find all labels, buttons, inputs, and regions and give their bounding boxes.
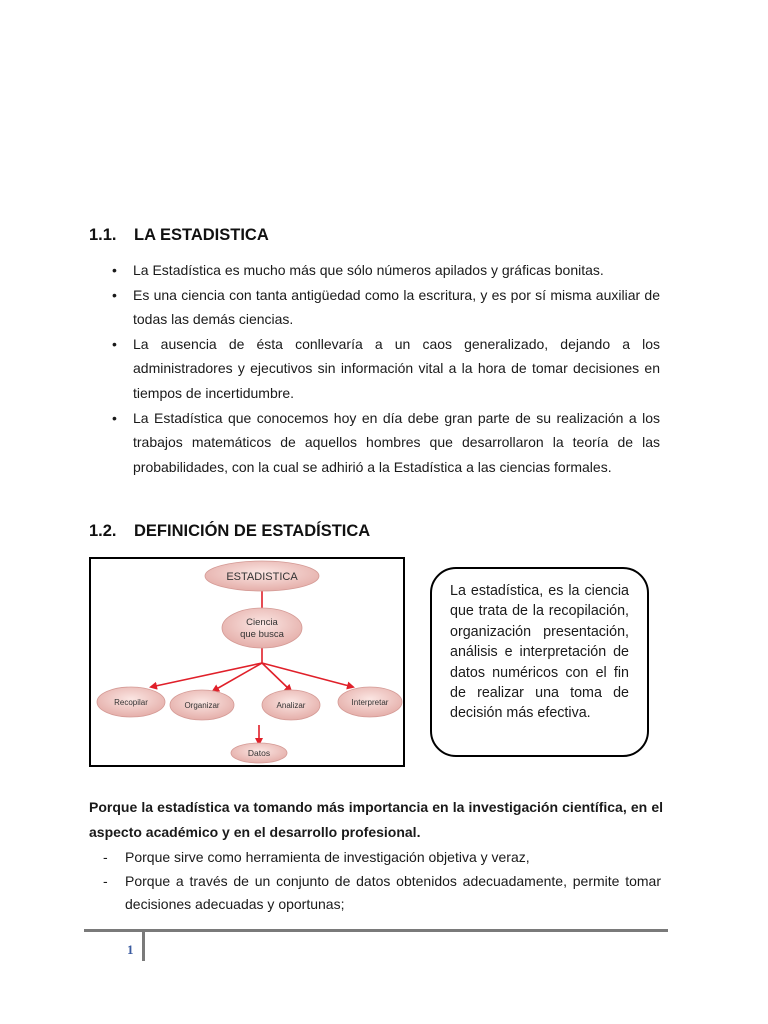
footer-vertical-rule [142, 932, 145, 961]
diagram-svg [91, 559, 403, 765]
bullet-item: • La Estadística es mucho más que sólo números apilados y gráficas bonitas. [112, 258, 660, 283]
page-number: 1 [127, 942, 134, 957]
arrow-organizar [213, 663, 262, 691]
bullet-item: • La ausencia de ésta conllevaría a un caos generalizado, dejando a los administradores y ejecutivos sin información vital a la hora de tomar decisiones en tiempos de incertidumbre. [112, 332, 660, 406]
node-ciencia [222, 608, 302, 648]
section-2-heading [89, 522, 370, 541]
importance-item: - Porque sirve como herramienta de investigación objetiva y veraz, [103, 846, 661, 870]
section-2-number: 1.2. [89, 522, 117, 540]
bullet-item: • Es una ciencia con tanta antigüedad como la escritura, y es por sí misma auxiliar de todas las demás ciencias. [112, 283, 660, 332]
definition-callout: La estadística, es la ciencia que trata de la recopilación, organización presentación, análisis e interpretación de datos numéricos con el fin de realizar una toma de decisión más efectiva. [430, 567, 649, 757]
statistics-concept-diagram [89, 557, 405, 767]
section-1-number: 1.1. [89, 226, 117, 244]
section-1-bullet-list [112, 258, 660, 479]
arrow-recopilar [151, 663, 262, 687]
arrow-interpretar [262, 663, 353, 687]
section-1-heading [89, 226, 269, 245]
node-interpretar-label: Interpretar [351, 698, 389, 707]
section-1-title: LA ESTADISTICA [134, 226, 269, 244]
importance-item: - Porque a través de un conjunto de datos obtenidos adecuadamente, permite tomar decisiones adecuadas y oportunas; [103, 870, 661, 917]
node-ciencia-label-2: que busca [240, 629, 284, 640]
importance-list [103, 846, 661, 917]
node-ciencia-label-1: Ciencia [246, 617, 278, 628]
importance-heading: Porque la estadística va tomando más importancia en la investigación científica, en el aspecto académico y en el desarrollo profesional. [89, 799, 663, 841]
node-estadistica-label: ESTADISTICA [226, 571, 298, 583]
node-analizar-label: Analizar [276, 701, 306, 710]
section-2-title: DEFINICIÓN DE ESTADÍSTICA [134, 522, 371, 540]
node-organizar-label: Organizar [184, 701, 220, 710]
node-recopilar-label: Recopilar [114, 698, 148, 707]
node-datos-label: Datos [247, 748, 271, 758]
bullet-item: • La Estadística que conocemos hoy en día debe gran parte de su realización a los trabajos matemáticos de aquellos hombres que desarrollaron la teoría de las probabilidades, con la cual se adhirió a la Estadística a las ciencias formales. [112, 406, 660, 480]
footer-rule [84, 929, 668, 932]
